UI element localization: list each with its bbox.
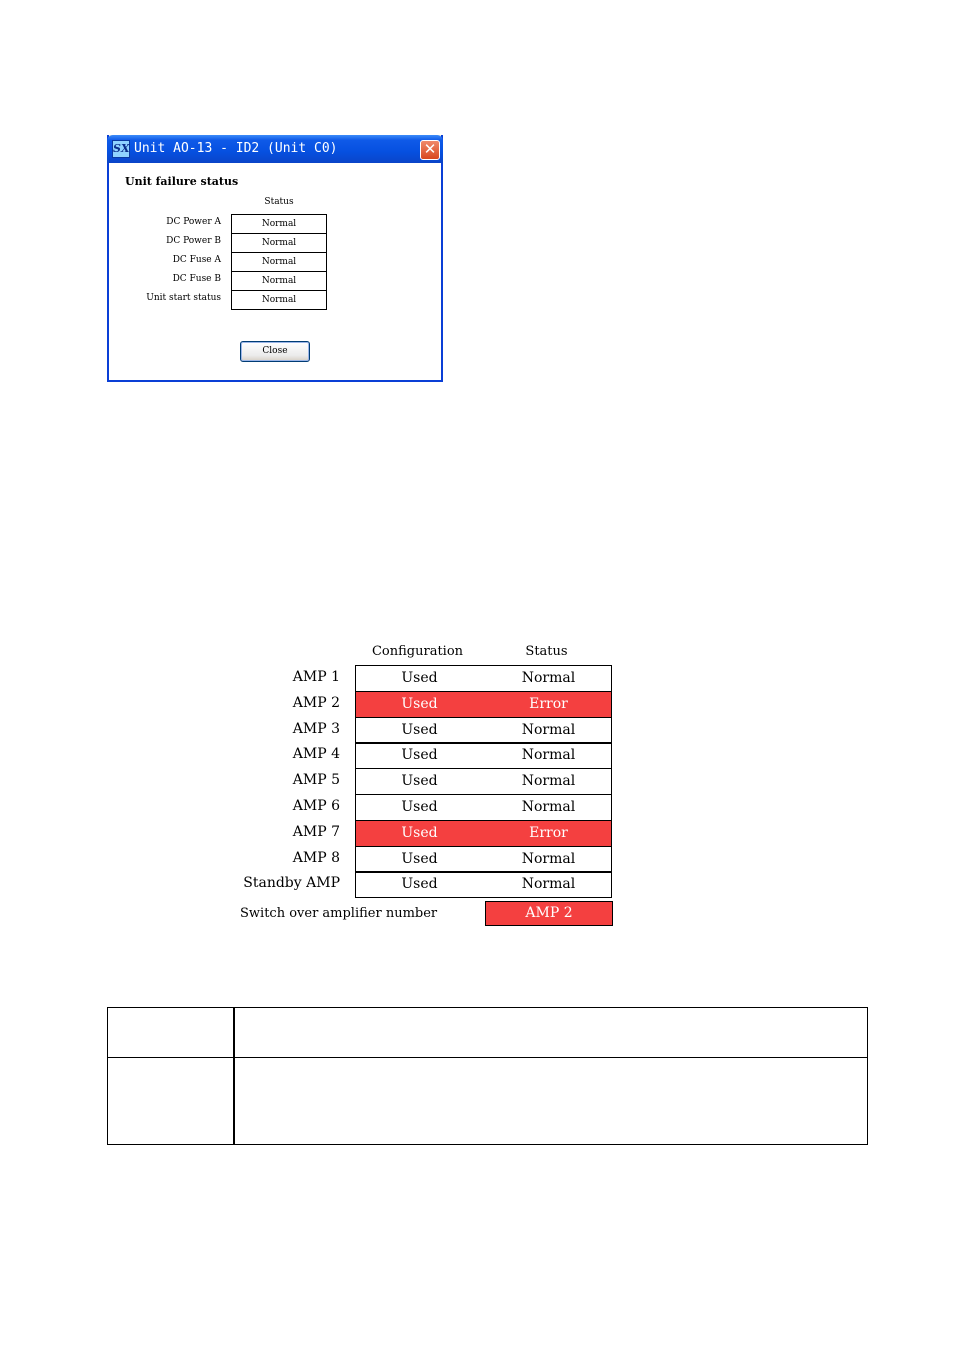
close-button[interactable]: Close [240, 341, 310, 362]
amp-row [0, 871, 954, 897]
amp-configuration: Used [401, 799, 438, 815]
amp-row [0, 794, 954, 820]
switch-over-value: AMP 2 [485, 901, 613, 926]
amp-cells [355, 717, 612, 744]
amp-configuration: Used [401, 850, 438, 867]
dialog-title: Unit AO-13 - ID2 (Unit C0) [134, 141, 338, 156]
failure-status: Normal [231, 252, 327, 272]
amp-cells [355, 742, 612, 769]
failure-row [109, 271, 349, 290]
switch-over-label: Switch over amplifier number [240, 906, 438, 921]
amp-label: AMP 2 [292, 694, 340, 711]
amp-status: Error [529, 824, 568, 841]
amp-configuration: Used [401, 876, 438, 893]
app-icon: SX [112, 140, 130, 158]
amp-row [0, 742, 954, 768]
failure-label: DC Fuse A [172, 255, 221, 265]
amp-label: AMP 5 [292, 772, 340, 789]
amp-row [0, 768, 954, 794]
failure-row [109, 214, 349, 233]
amp-configuration: Used [401, 773, 438, 790]
failure-label: DC Fuse B [172, 274, 221, 284]
amp-cells [355, 794, 612, 821]
amp-label: Standby AMP [243, 875, 340, 892]
failure-label: DC Power B [166, 236, 221, 246]
empty-table [107, 1007, 868, 1145]
amp-configuration: Used [401, 721, 438, 738]
configuration-header: Configuration [371, 644, 464, 659]
amp-label: AMP 1 [292, 669, 340, 685]
amp-label: AMP 4 [292, 746, 340, 763]
amp-status: Normal [521, 721, 576, 738]
failure-label: Unit start status [146, 293, 221, 303]
failure-status: Normal [231, 271, 327, 291]
amp-configuration: Used [401, 695, 438, 712]
amp-row [0, 717, 954, 743]
amp-row [0, 691, 954, 717]
failure-row [109, 252, 349, 271]
amp-configuration: Used [401, 824, 438, 841]
amp-cells [355, 820, 612, 847]
table-divider-vertical [233, 1008, 235, 1144]
failure-label: DC Power A [166, 217, 221, 227]
dialog-body [109, 163, 441, 380]
amp-status: Normal [521, 850, 576, 867]
table-divider-horizontal [108, 1057, 867, 1058]
dialog-heading: Unit failure status [125, 175, 239, 188]
amp-status: Normal [521, 876, 576, 893]
failure-row [109, 233, 349, 252]
amp-label: AMP 6 [292, 798, 340, 814]
amp-row [0, 846, 954, 872]
failure-status: Normal [231, 290, 327, 310]
failure-status: Normal [231, 233, 327, 253]
amp-configuration: Used [401, 670, 438, 686]
status-header: Status [525, 644, 568, 659]
amp-status: Normal [521, 773, 576, 790]
dialog-title-bar[interactable] [107, 135, 443, 163]
amp-label: AMP 7 [292, 823, 340, 840]
amp-cells [355, 665, 612, 692]
amp-row [0, 665, 954, 691]
failure-status: Normal [231, 214, 327, 234]
close-icon[interactable]: ✕ [420, 140, 440, 160]
amp-status: Normal [521, 747, 576, 764]
amp-cells [355, 768, 612, 795]
amp-configuration: Used [401, 747, 438, 764]
status-column-header: Status [264, 197, 294, 207]
amp-status: Normal [521, 799, 576, 815]
amp-label: AMP 8 [292, 849, 340, 866]
amp-status: Normal [521, 670, 576, 686]
amp-cells [355, 846, 612, 873]
amp-label: AMP 3 [292, 720, 340, 737]
failure-row [109, 290, 349, 309]
amp-cells [355, 871, 612, 898]
amp-status: Error [529, 695, 568, 712]
amp-cells [355, 691, 612, 718]
unit-failure-dialog [107, 135, 443, 382]
amp-row [0, 820, 954, 846]
